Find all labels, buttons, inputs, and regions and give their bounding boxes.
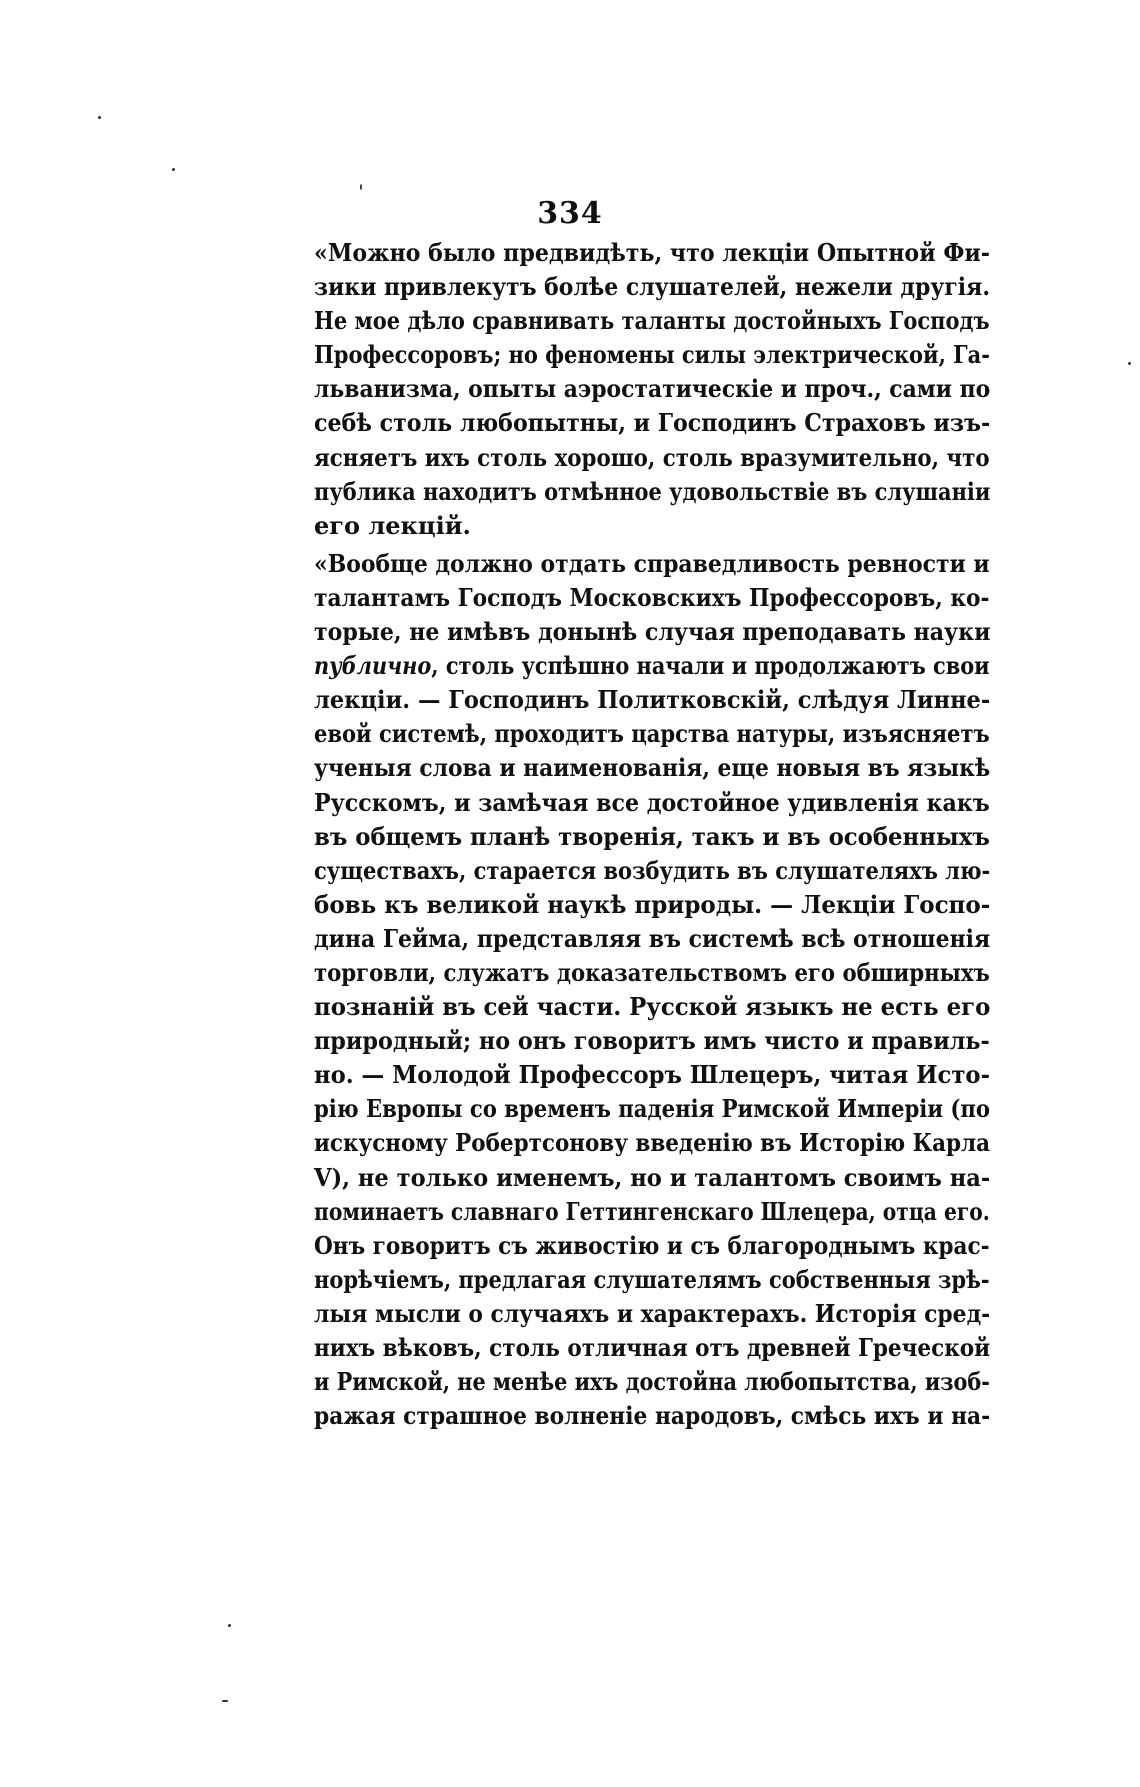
text-line: лыя мысли о случаяхъ и характерахъ. Исторія сред- [314,1298,991,1328]
text-line: Профессоровъ; но феномены силы электрической, Га- [314,340,990,370]
text-line: норѣчіемъ, предлагая слушателямъ собственныя зрѣ- [314,1264,990,1294]
text-line: познаній въ сей части. Русской языкъ не есть его [314,992,991,1022]
scan-speck [98,116,101,119]
text-line: но. — Молодой Профессоръ Шлецеръ, читая Исто- [314,1060,990,1090]
text-line: рію Европы со временъ паденія Римской Имперіи (по [314,1094,991,1124]
text-line: нихъ вѣковъ, столь отличная отъ древней Греческой [314,1333,991,1362]
text-line: «Вообще должно отдать справедливость ревности и [314,548,990,578]
text-line: торые, не имѣвъ донынѣ случая преподавать науки [314,617,991,647]
italic-word: публично [314,651,432,681]
text-line: бовь къ великой наукѣ природы. — Лекціи Госпо- [314,889,991,919]
scan-speck [360,184,362,190]
text-line: и Римской, не менѣе ихъ достойна любопытства, изоб- [314,1367,990,1397]
text-line: Не мое дѣло сравнивать таланты достойныхъ Господъ [314,306,990,336]
text-line: дина Гейма, представляя въ системѣ всѣ отношенія [314,923,991,953]
scan-speck [172,168,175,171]
text-line: публично, столь успѣшно начали и продолжаютъ свои [314,651,990,681]
text-line: природный; но онъ говоритъ имъ чисто и правиль- [314,1026,990,1056]
text-line: Русскомъ, и замѣчая все достойное удивленія какъ [314,787,990,817]
scan-speck [1128,362,1131,365]
text-line: его лекцій. [314,510,471,540]
paragraph [314,236,990,543]
paragraph [314,547,990,1433]
text-line: ученыя слова и наименованія, еще новыя въ языкѣ [314,753,991,783]
text-line: льванизма, опыты аэростатическіе и проч., сами по [314,374,991,404]
text-line: ражая страшное волненіе народовъ, смѣсь ихъ и на- [314,1401,991,1431]
text-line: въ общемъ планѣ творенія, такъ и въ особенныхъ [314,821,990,851]
text-line: талантамъ Господъ Московскихъ Профессоровъ, ко- [314,582,990,612]
text-line: публика находитъ отмѣнное удовольствіе въ слушаніи [314,476,991,506]
page-number: 334 [537,196,603,231]
text-line: «Можно было предвидѣть, что лекціи Опытной Фи- [314,238,990,267]
text-line: лекціи. — Господинъ Политковскій, слѣдуя Линне- [314,685,991,715]
text-line: искусному Робертсонову введенію въ Исторію Карла [314,1128,991,1158]
text-line: ясняетъ ихъ столь хорошо, столь вразумительно, что [314,442,990,472]
text-line: евой системѣ, проходитъ царства натуры, изъясняетъ [314,719,990,749]
text-line: себѣ столь любопытны, и Господинъ Страховъ изъ- [314,408,991,438]
text-line: торговли, служатъ доказательствомъ его обширныхъ [314,957,990,987]
text-block [314,236,990,1433]
text-line: Онъ говоритъ съ живостію и съ благороднымъ крас- [314,1230,990,1260]
scan-speck [222,1700,228,1702]
text-line: поминаетъ славнаго Геттингенскаго Шлецера, отца его. [314,1196,990,1226]
text-line: существахъ, старается возбудить въ слушателяхъ лю- [314,855,991,885]
scan-speck [228,1624,231,1627]
text-line: зики привлекутъ болѣе слушателей, нежели другія. [314,272,990,302]
text-line: V), не только именемъ, но и талантомъ своимъ на- [314,1162,991,1192]
